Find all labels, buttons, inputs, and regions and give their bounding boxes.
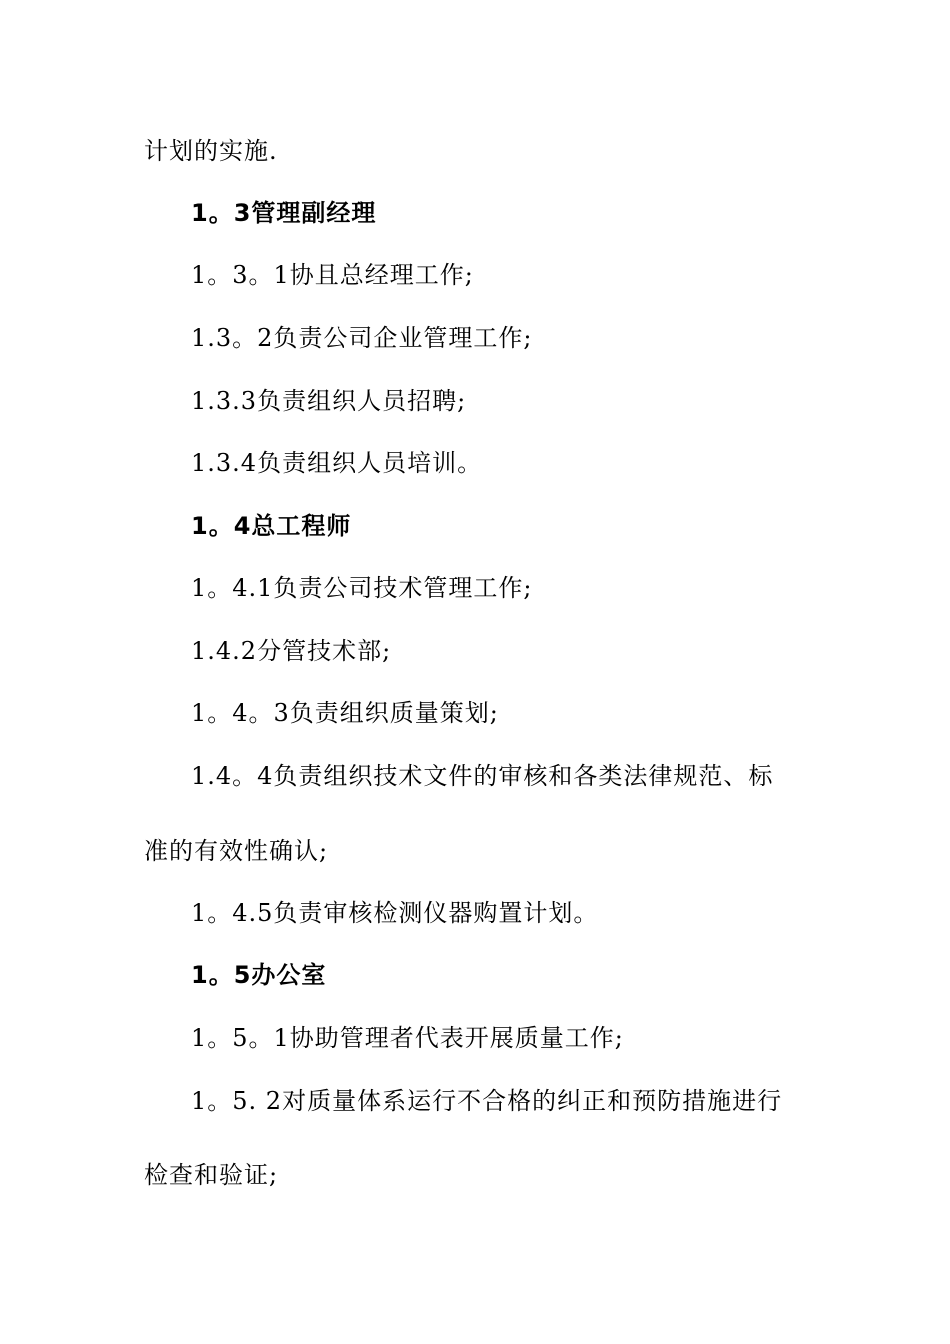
text-line-continuation: 计划的实施.	[144, 137, 278, 165]
list-item-1-5-2-continuation: 检查和验证;	[144, 1161, 279, 1189]
list-item-1-3-2: 1.3。2负责公司企业管理工作;	[191, 324, 533, 352]
list-item-1-3-3: 1.3.3负责组织人员招聘;	[191, 387, 467, 415]
section-heading-1-3: 1。3管理副经理	[191, 199, 377, 227]
list-item-1-5-1: 1。5。1协助管理者代表开展质量工作;	[191, 1024, 624, 1052]
section-heading-1-5: 1。5办公室	[191, 961, 327, 989]
list-item-1-3-1: 1。3。1协且总经理工作;	[191, 261, 474, 289]
list-item-1-5-2: 1。5. 2对质量体系运行不合格的纠正和预防措施进行	[191, 1087, 783, 1115]
list-item-1-3-4: 1.3.4负责组织人员培训。	[191, 449, 483, 477]
list-item-1-4-5: 1。4.5负责审核检测仪器购置计划。	[191, 899, 599, 927]
section-heading-1-4: 1。4总工程师	[191, 512, 352, 540]
list-item-1-4-4-continuation: 准的有效性确认;	[144, 837, 329, 865]
list-item-1-4-3: 1。4。3负责组织质量策划;	[191, 699, 499, 727]
list-item-1-4-2: 1.4.2分管技术部;	[191, 637, 392, 665]
list-item-1-4-4: 1.4。4负责组织技术文件的审核和各类法律规范、标	[191, 762, 774, 790]
list-item-1-4-1: 1。4.1负责公司技术管理工作;	[191, 574, 533, 602]
